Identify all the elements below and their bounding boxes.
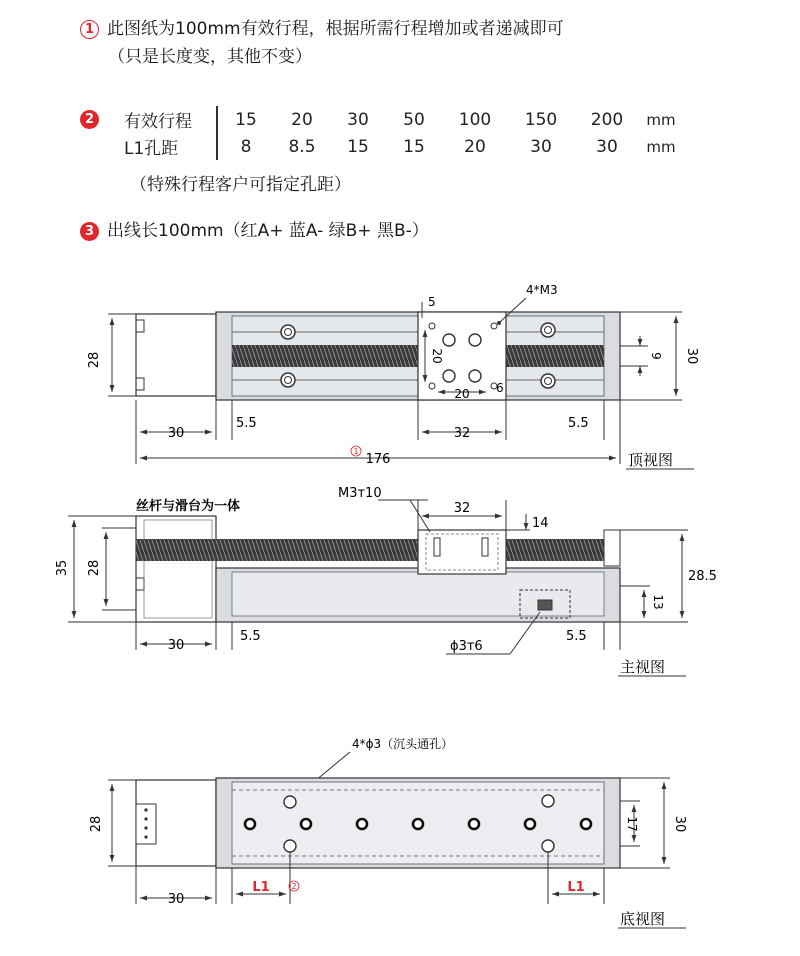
note-1-text: 此图纸为100mm有效行程，根据所需行程增加或者递减即可 (107, 19, 564, 39)
dim-label: 20 (454, 387, 470, 401)
note-3-text: 出线长100mm（红A+ 蓝A- 绿B+ 黑B-） (107, 221, 429, 241)
dim-label: 20 (430, 348, 444, 364)
note-2-footnote: （特殊行程客户可指定孔距） (130, 175, 351, 195)
dim-label: 17 (625, 816, 639, 832)
dim-label: 35 (55, 559, 70, 577)
integral-label: 丝杆与滑台为一体 (136, 499, 241, 514)
table-cell: 20 (464, 136, 486, 157)
table-cell: 200 (590, 109, 624, 130)
dim-label: 9 (649, 352, 663, 360)
dim-label: 5.5 (566, 629, 587, 644)
view-caption: 主视图 (620, 658, 666, 676)
table-cell: 20 (291, 109, 313, 130)
table-cell: 100 (458, 109, 492, 130)
motor-block (136, 314, 216, 396)
dim-label: 13 (651, 594, 665, 610)
screw-icon (281, 373, 295, 387)
screw-icon (281, 325, 295, 339)
dim-label: 176 (365, 452, 391, 467)
note-marker-3: 3 (80, 222, 99, 241)
dim-label: 30 (672, 815, 687, 833)
note-marker-1: 1 (80, 20, 99, 39)
dim-label: 32 (453, 426, 471, 441)
dim-label: 5.5 (568, 416, 589, 431)
table-unit: mm (646, 110, 676, 129)
dim-label: 32 (453, 501, 471, 516)
callout-label: ϕ3ᴛ6 (450, 639, 483, 654)
slider-block (418, 530, 506, 574)
table-unit: mm (646, 137, 676, 156)
callout-label: 4*M3 (526, 283, 558, 297)
dim-label: 5.5 (240, 629, 261, 644)
marker-label: 1 (353, 447, 359, 456)
table-cell: 8.5 (288, 136, 316, 157)
view-caption: 顶视图 (628, 451, 674, 469)
dim-label: 28.5 (688, 569, 717, 584)
dim-label: 28 (87, 559, 102, 577)
dim-label: 14 (532, 516, 549, 531)
screw-icon (541, 323, 555, 337)
dim-label: 30 (684, 347, 699, 365)
dim-label-l1: L1 (252, 880, 270, 895)
dim-label: 28 (89, 815, 104, 833)
lead-screw (136, 539, 604, 561)
front-view (55, 486, 717, 676)
table-cell: 30 (530, 136, 552, 157)
table-cell: 50 (403, 109, 425, 130)
table-cell: 8 (240, 136, 252, 157)
table-cell: 15 (347, 136, 369, 157)
dim-label: 6 (496, 381, 504, 395)
callout-label: M3ᴛ10 (338, 486, 382, 501)
note-1-sub: （只是长度变，其他不变） (108, 47, 312, 67)
row-label-stroke: 有效行程 (122, 106, 217, 133)
note-marker-2: 2 (80, 110, 99, 129)
dim-label: 5.5 (236, 416, 257, 431)
callout-label: 4*ϕ3（沉头通孔） (352, 737, 454, 751)
top-view (87, 283, 699, 469)
dim-label: 30 (167, 426, 185, 441)
dim-label: 5 (428, 295, 436, 309)
dim-label: 30 (167, 638, 185, 653)
table-cell: 150 (524, 109, 558, 130)
dim-label-l1: L1 (567, 880, 585, 895)
table-cell: 30 (596, 136, 618, 157)
table-cell: 15 (235, 109, 257, 130)
view-caption: 底视图 (620, 910, 666, 928)
motor-block (136, 516, 216, 622)
table-cell: 15 (403, 136, 425, 157)
row-label-spacing: L1孔距 (122, 133, 217, 160)
bottom-view (89, 736, 687, 928)
dim-label: 28 (87, 351, 102, 369)
marker-label: 2 (291, 882, 297, 891)
screw-icon (541, 374, 555, 388)
table-cell: 30 (347, 109, 369, 130)
dim-label: 30 (167, 892, 185, 907)
